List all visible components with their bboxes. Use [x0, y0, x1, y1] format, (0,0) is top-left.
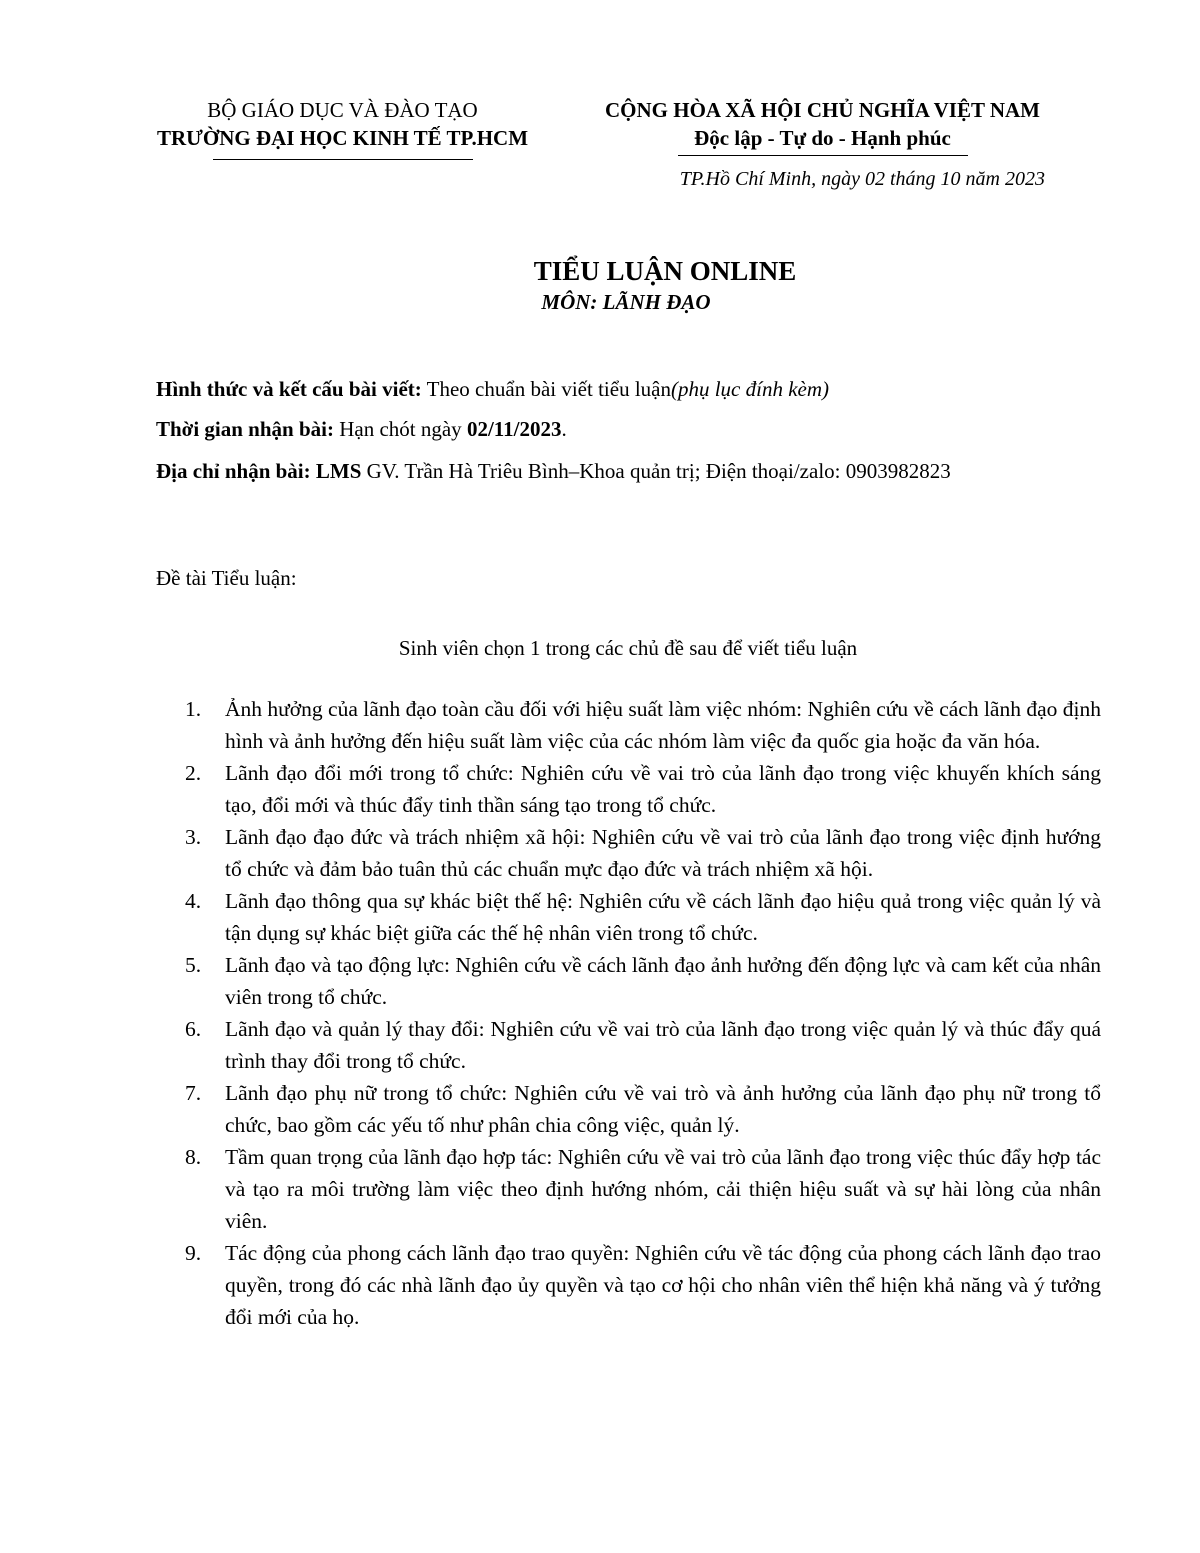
topic-list — [185, 693, 1101, 1333]
national-motto: Độc lập - Tự do - Hạnh phúc — [694, 126, 951, 150]
topic-text: Lãnh đạo và quản lý thay đổi: Nghiên cứu về vai trò của lãnh đạo trong việc quản lý và thúc đẩy quá trình thay đổi trong tổ chức. — [225, 1017, 1101, 1073]
document-subtitle: MÔN: LÃNH ĐẠO — [541, 290, 711, 314]
format-note: (phụ lục đính kèm) — [670, 377, 830, 401]
university-name: TRƯỜNG ĐẠI HỌC KINH TẾ TP.HCM — [156, 126, 529, 150]
topic-number: 2. — [185, 761, 202, 785]
topic-text: Lãnh đạo đổi mới trong tổ chức: Nghiên cứu về vai trò của lãnh đạo trong việc khuyến khích sáng tạo, đổi mới và thúc đẩy tinh thần sáng tạo trong tổ chức. — [225, 761, 1101, 817]
topic-number: 6. — [185, 1017, 202, 1041]
format-label: Hình thức và kết cấu bài viết: — [156, 377, 422, 401]
topic-number: 8. — [185, 1145, 202, 1169]
national-header — [565, 96, 1080, 156]
deadline-line — [156, 414, 1100, 444]
topic-item — [185, 821, 1101, 885]
address-value: GV. Trần Hà Triêu Bình–Khoa quản trị; Điện thoại/zalo: 0903982823 — [361, 459, 951, 483]
address-line — [156, 456, 1100, 486]
topic-text: Lãnh đạo và tạo động lực: Nghiên cứu về cách lãnh đạo ảnh hưởng đến động lực và cam kết của nhân viên trong tổ chức. — [225, 953, 1101, 1009]
topic-item — [185, 885, 1101, 949]
topic-item — [185, 693, 1101, 757]
deadline-end: . — [561, 417, 567, 441]
topic-number: 1. — [185, 697, 202, 721]
topic-label: Đề tài Tiểu luận: — [156, 566, 297, 590]
ministry-name: BỘ GIÁO DỤC VÀ ĐÀO TẠO — [207, 98, 478, 122]
topic-text: Lãnh đạo phụ nữ trong tổ chức: Nghiên cứu về vai trò và ảnh hưởng của lãnh đạo phụ nữ trong tổ chức, bao gồm các yếu tố như phân chia công việc, quản lý. — [225, 1081, 1101, 1137]
topic-number: 3. — [185, 825, 202, 849]
topic-number: 4. — [185, 889, 202, 913]
topic-number: 9. — [185, 1241, 202, 1265]
topic-item — [185, 1141, 1101, 1237]
address-label: Địa chỉ nhận bài: LMS — [156, 459, 362, 483]
document-title: TIỂU LUẬN ONLINE — [533, 256, 797, 286]
format-value: Theo chuẩn bài viết tiểu luận — [421, 377, 671, 401]
topic-item — [185, 1237, 1101, 1333]
ministry-header — [120, 96, 565, 160]
deadline-date: 02/11/2023 — [466, 417, 562, 441]
topic-number: 7. — [185, 1081, 202, 1105]
national-name: CỘNG HÒA XÃ HỘI CHỦ NGHĨA VIỆT NAM — [604, 98, 1041, 122]
national-header-underline — [678, 155, 968, 156]
topic-text: Tầm quan trọng của lãnh đạo hợp tác: Nghiên cứu về vai trò của lãnh đạo trong việc thúc đẩy hợp tác và tạo ra môi trường làm việc theo định hướng nhóm, cải thiện hiệu suất và sự hài lòng của nhân viên. — [225, 1145, 1101, 1233]
topic-text: Tác động của phong cách lãnh đạo trao quyền: Nghiên cứu về tác động của phong cách lãnh đạo trao quyền, trong đó các nhà lãnh đạo ủy quyền và tạo cơ hội cho nhân viên thể hiện khả năng và ý tưởng đổi mới của họ. — [225, 1241, 1101, 1329]
topic-text: Ảnh hưởng của lãnh đạo toàn cầu đối với hiệu suất làm việc nhóm: Nghiên cứu về cách lãnh đạo định hình và ảnh hưởng đến hiệu suất làm việc của các nhóm làm việc đa quốc gia hoặc đa văn hóa. — [225, 697, 1101, 753]
topic-item — [185, 1077, 1101, 1141]
topic-intro: Sinh viên chọn 1 trong các chủ đề sau để viết tiểu luận — [398, 636, 858, 660]
topic-text: Lãnh đạo đạo đức và trách nhiệm xã hội: Nghiên cứu về vai trò của lãnh đạo trong việc định hướng tổ chức và đảm bảo tuân thủ các chuẩn mực đạo đức và trách nhiệm xã hội. — [225, 825, 1101, 881]
topic-number: 5. — [185, 953, 202, 977]
format-line — [156, 374, 1100, 404]
deadline-value: Hạn chót ngày — [333, 417, 467, 441]
topic-item — [185, 757, 1101, 821]
document-date: TP.Hồ Chí Minh, ngày 02 tháng 10 năm 2023 — [679, 168, 1045, 190]
ministry-header-underline — [213, 159, 473, 160]
deadline-label: Thời gian nhận bài: — [156, 417, 334, 441]
topic-text: Lãnh đạo thông qua sự khác biệt thế hệ: Nghiên cứu về cách lãnh đạo hiệu quả trong việc quản lý và tận dụng sự khác biệt giữa các thế hệ nhân viên trong tổ chức. — [225, 889, 1101, 945]
topic-item — [185, 949, 1101, 1013]
topic-item — [185, 1013, 1101, 1077]
